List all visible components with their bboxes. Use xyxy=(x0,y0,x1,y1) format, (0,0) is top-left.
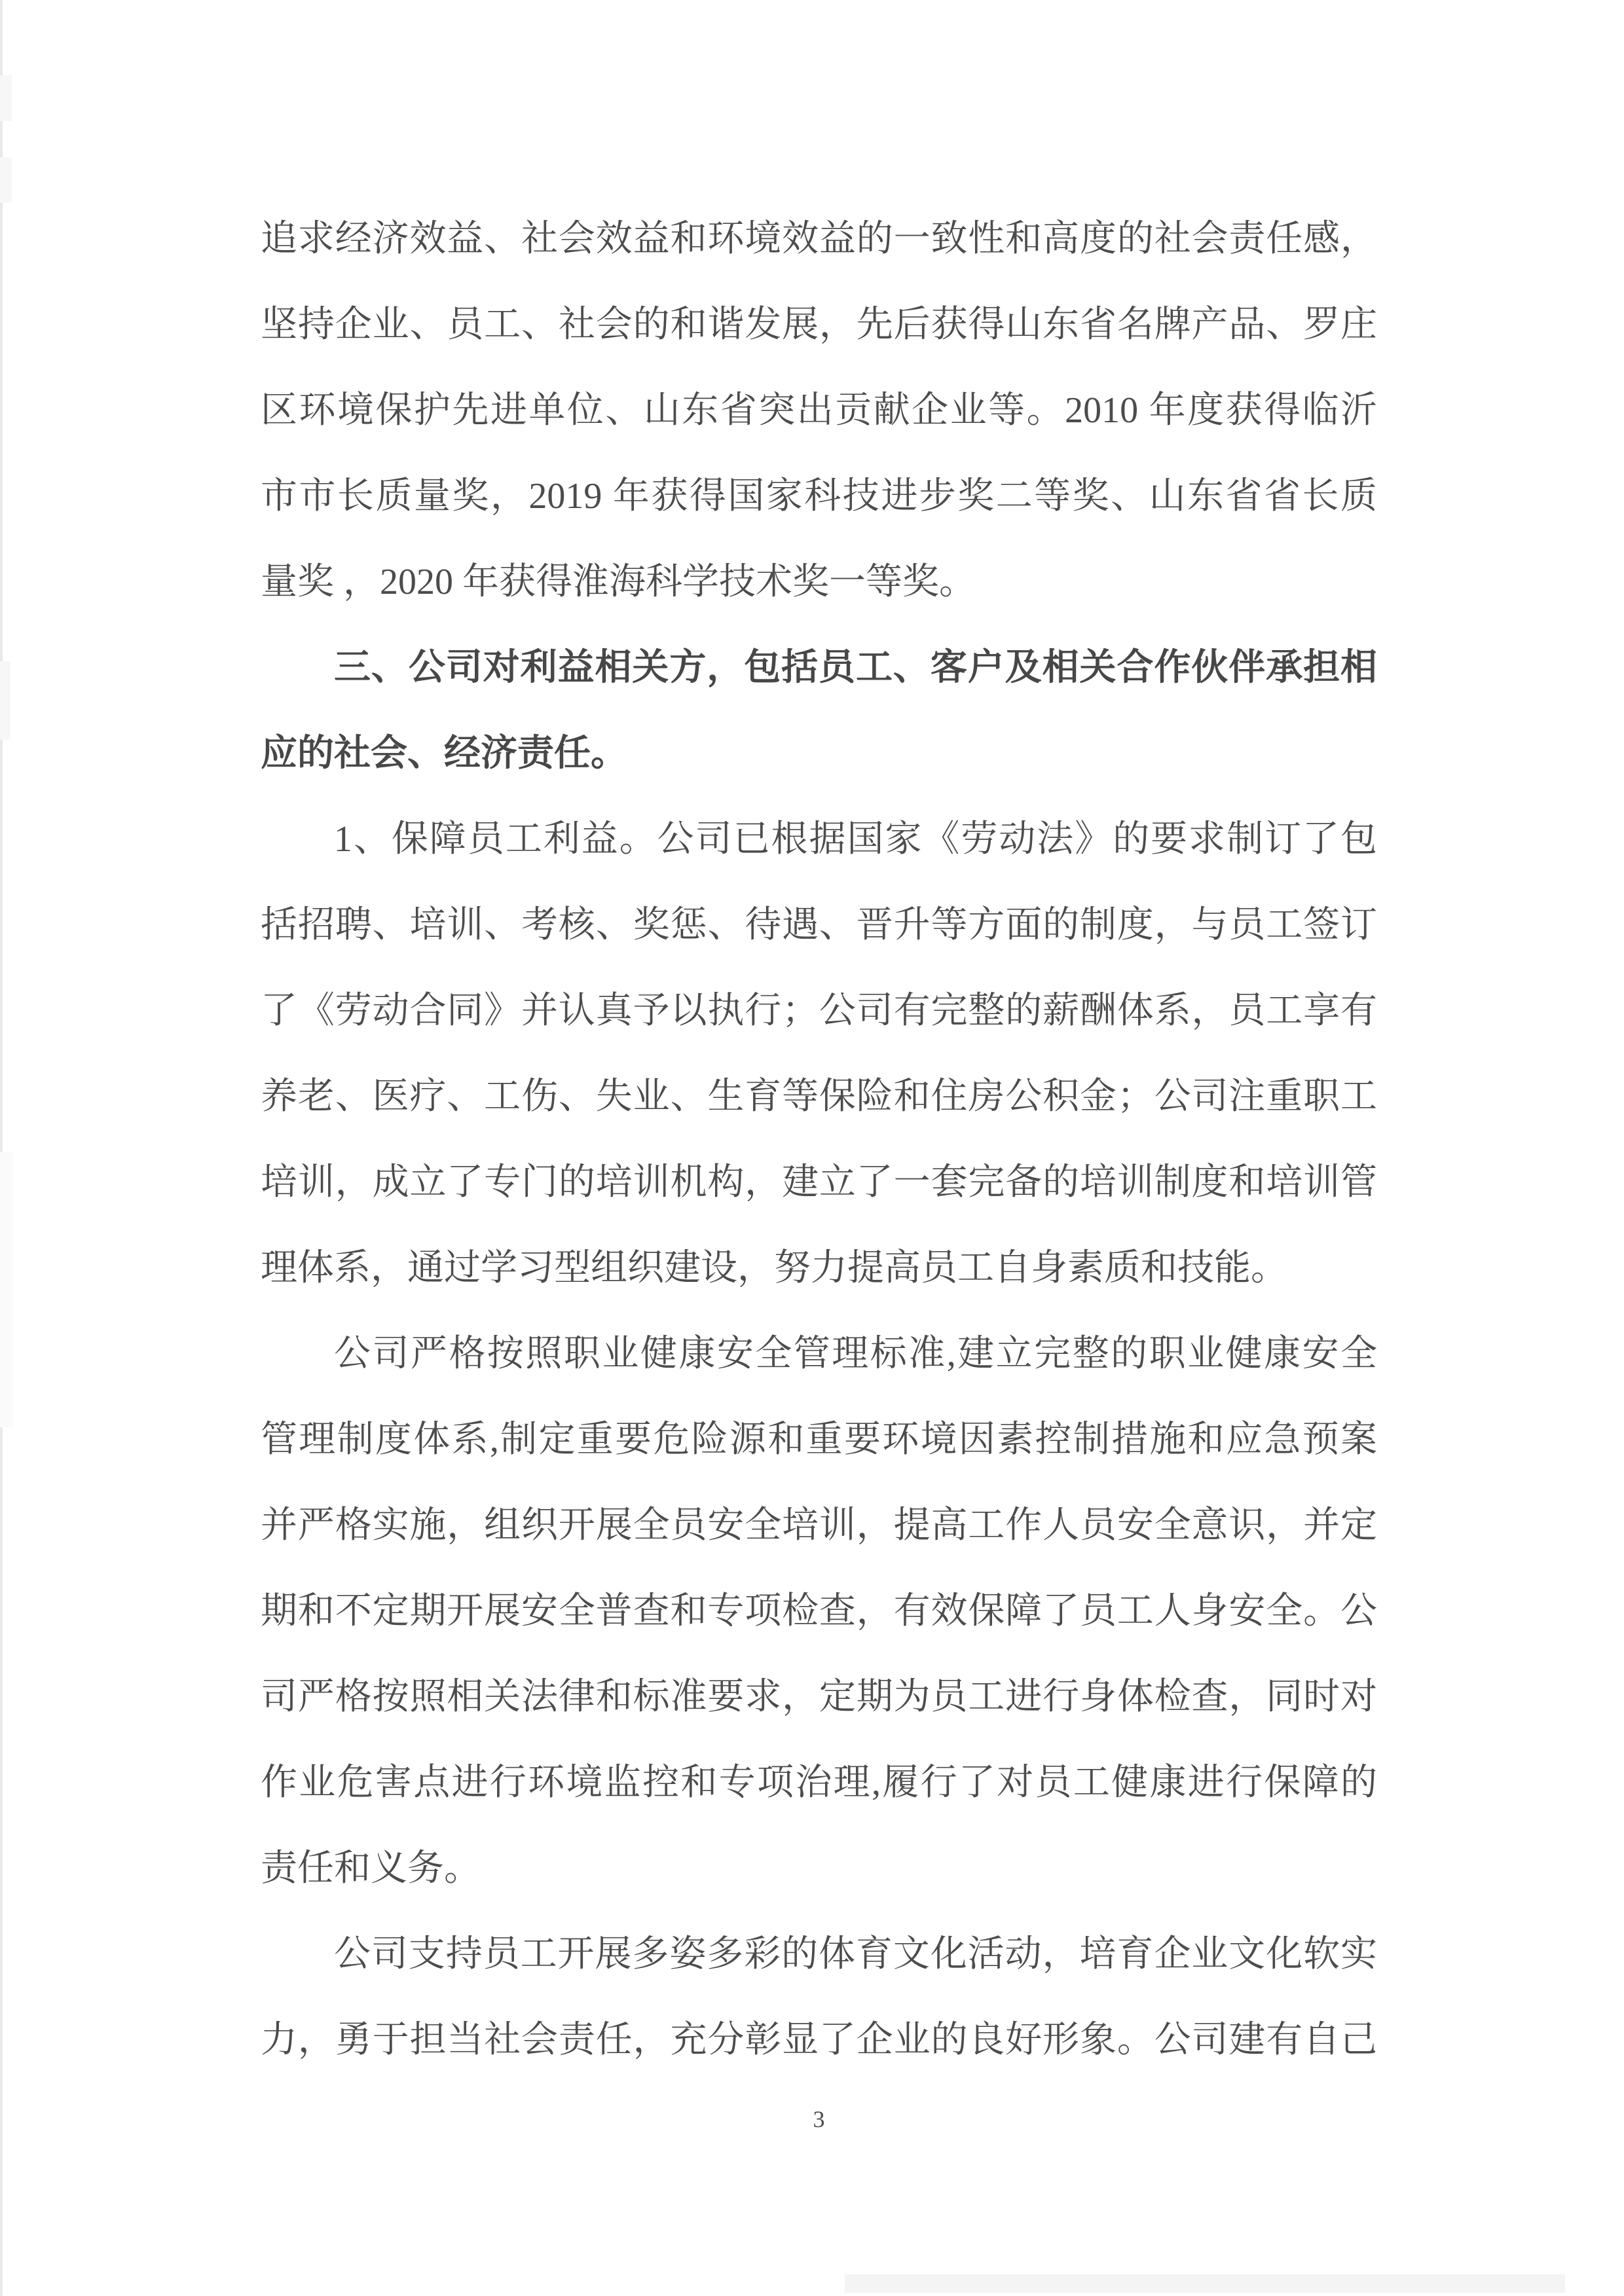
text-line: 理体系，通过学习型组织建设，努力提高员工自身素质和技能。 xyxy=(261,1248,1287,1288)
text-line: 区环境保护先进单位、山东省突出贡献企业等。2010 年度获得临沂 xyxy=(261,390,1377,431)
scan-streak-artifact xyxy=(0,157,12,203)
text-line: 公司严格按照职业健康安全管理标准,建立完整的职业健康安全 xyxy=(334,1334,1377,1374)
text-line: 公司支持员工开展多姿多彩的体育文化活动，培育企业文化软实 xyxy=(334,1934,1377,1975)
text-line: 力，勇于担当社会责任，充分彰显了企业的良好形象。公司建有自己 xyxy=(261,2020,1377,2060)
text-line: 养老、医疗、工伤、失业、生育等保险和住房公积金；公司注重职工 xyxy=(261,1076,1377,1117)
scan-edge-artifact xyxy=(0,0,3,2296)
text-line: 期和不定期开展安全普查和专项检查，有效保障了员工人身安全。公 xyxy=(261,1591,1377,1631)
text-line: 并严格实施，组织开展全员安全培训，提高工作人员安全意识，并定 xyxy=(261,1505,1377,1546)
section-heading-line: 三、公司对利益相关方，包括员工、客户及相关合作伙伴承担相 xyxy=(334,647,1377,688)
scan-streak-artifact xyxy=(0,661,10,740)
text-line: 管理制度体系,制定重要危险源和重要环境因素控制措施和应急预案 xyxy=(261,1419,1377,1460)
text-line: 市市长质量奖，2019 年获得国家科技进步奖二等奖、山东省省长质 xyxy=(261,476,1377,517)
scan-streak-artifact xyxy=(0,1152,13,1427)
text-column xyxy=(261,196,1377,2083)
text-line: 量奖 ，2020 年获得淮海科学技术奖一等奖。 xyxy=(261,562,976,602)
text-line: 1、保障员工利益。公司已根据国家《劳动法》的要求制订了包 xyxy=(334,819,1377,860)
text-line: 司严格按照相关法律和标准要求，定期为员工进行身体检查，同时对 xyxy=(261,1677,1377,1717)
text-line: 括招聘、培训、考核、奖惩、待遇、晋升等方面的制度，与员工签订 xyxy=(261,905,1377,945)
scan-smudge-artifact xyxy=(845,2274,1565,2293)
text-line: 追求经济效益、社会效益和环境效益的一致性和高度的社会责任感， xyxy=(261,219,1377,259)
text-line: 责任和义务。 xyxy=(261,1848,481,1889)
text-line: 坚持企业、员工、社会的和谐发展，先后获得山东省名牌产品、罗庄 xyxy=(261,304,1377,345)
text-line: 了《劳动合同》并认真予以执行；公司有完整的薪酬体系，员工享有 xyxy=(261,991,1377,1031)
text-line: 作业危害点进行环境监控和专项治理,履行了对员工健康进行保障的 xyxy=(261,1762,1377,1803)
section-heading-line: 应的社会、经济责任。 xyxy=(261,733,627,774)
page-number: 3 xyxy=(813,2106,825,2132)
scan-streak-artifact xyxy=(0,75,12,121)
text-line: 培训，成立了专门的培训机构，建立了一套完备的培训制度和培训管 xyxy=(261,1162,1377,1203)
